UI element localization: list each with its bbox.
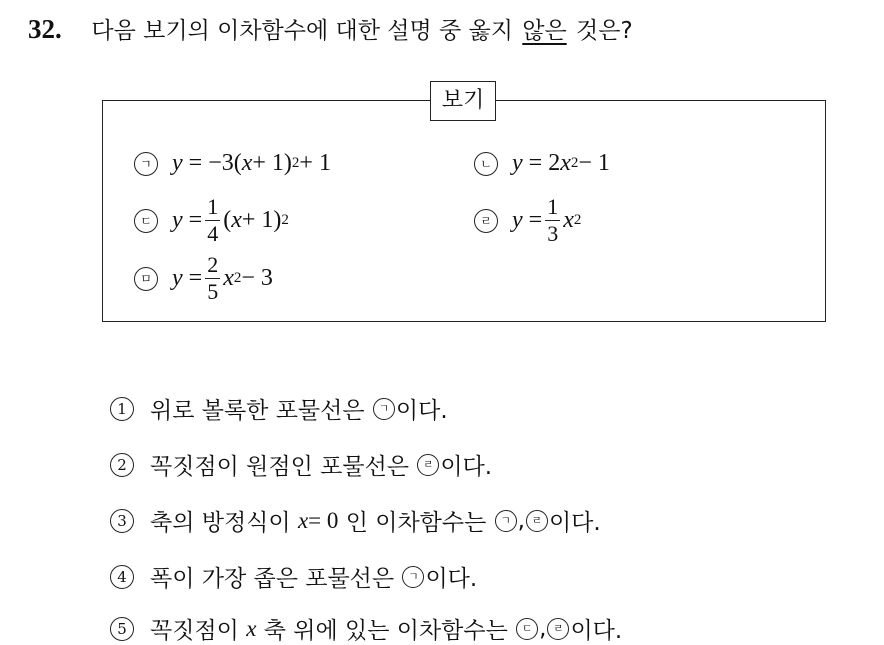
choice-3[interactable] [110,504,601,537]
choice-text: 축의 방정식이 [150,510,291,536]
separator: , [517,507,525,534]
equation-part: = [188,265,203,291]
choice-1[interactable] [110,392,448,425]
question-header [28,12,633,45]
choice-end: 이다. [425,566,478,592]
fraction [205,196,220,245]
exponent: 2 [233,270,242,286]
choice-text: 폭이 가장 좁은 포물선은 [150,566,395,592]
var-x: x [231,207,242,233]
choice-number-icon: 1 [110,397,134,421]
fraction [545,196,560,245]
choice-5[interactable] [110,612,622,645]
symbol-digeut-icon: ㄷ [516,618,538,640]
fraction-numerator: 1 [207,194,219,219]
choice-text: 위로 볼록한 포물선은 [150,398,365,424]
exponent: 2 [281,212,289,228]
question-text [91,18,632,44]
example-box-label: 보기 [430,81,496,121]
exponent: 2 [291,155,300,171]
choice-end: 이다. [570,618,623,644]
fraction-denominator: 5 [207,279,219,304]
equation-part: = −3( [188,150,242,176]
fraction-numerator: 2 [207,252,219,277]
exponent: 2 [570,155,579,171]
var-y: y [512,207,523,233]
fraction-denominator: 4 [207,221,219,246]
equation-part: = 0 [308,507,339,533]
question-number: 32. [28,14,62,44]
choice-number-icon: 5 [110,617,134,641]
choice-number-icon: 2 [110,453,134,477]
fraction [205,254,220,303]
symbol-nieun-icon: ㄴ [474,152,498,176]
equation-part: + 1) [252,150,292,176]
choice-text: 꼭짓점이 원점인 포물선은 [150,454,410,480]
fraction-denominator: 3 [547,221,559,246]
question-text-after: 것은? [576,18,633,44]
var-x: x [297,507,309,533]
choice-4[interactable] [110,560,477,593]
var-x: x [563,207,574,233]
var-y: y [172,265,183,291]
separator: , [539,615,547,642]
var-x: x [560,150,571,176]
var-x: x [223,265,234,291]
example-item-e [134,254,273,303]
fraction-numerator: 1 [547,194,559,219]
symbol-giyeok-icon: ㄱ [402,566,424,588]
equation-part: − 1 [578,150,610,176]
choice-text: 꼭짓점이 [150,618,239,644]
equation-part: ( [223,207,232,233]
symbol-mieum-icon: ㅁ [134,267,158,291]
choice-number-icon: 4 [110,565,134,589]
equation-part: − 3 [241,265,273,291]
symbol-giyeok-icon: ㄱ [495,510,517,532]
var-x: x [246,615,257,641]
example-item-d [474,196,581,245]
symbol-giyeok-icon: ㄱ [134,152,158,176]
example-item-a [134,150,331,177]
symbol-rieul-icon: ㄹ [474,209,498,233]
symbol-rieul-icon: ㄹ [547,618,569,640]
symbol-digeut-icon: ㄷ [134,209,158,233]
example-item-c [134,196,289,245]
symbol-giyeok-icon: ㄱ [373,398,395,420]
exponent: 2 [573,212,582,228]
choice-end: 이다. [548,510,601,536]
equation-part: = 2 [528,150,561,176]
example-item-b [474,150,610,177]
var-y: y [172,150,183,176]
choice-2[interactable] [110,448,492,481]
choice-number-icon: 3 [110,509,134,533]
equation-part: + 1 [299,150,331,176]
question-underlined-word: 않은 [522,18,567,44]
var-x: x [241,150,253,176]
equation-part: + 1) [241,207,282,233]
symbol-rieul-icon: ㄹ [417,454,439,476]
var-y: y [172,207,183,233]
choice-text: 축 위에 있는 이차함수는 [263,618,508,644]
equation-part: = [528,207,543,233]
choice-text: 인 이차함수는 [345,510,487,536]
equation-part: = [188,207,203,233]
choice-end: 이다. [395,398,448,424]
var-y: y [512,150,523,176]
choice-end: 이다. [440,454,493,480]
question-text-before: 다음 보기의 이차함수에 대한 설명 중 옳지 [91,18,513,44]
symbol-rieul-icon: ㄹ [526,510,548,532]
